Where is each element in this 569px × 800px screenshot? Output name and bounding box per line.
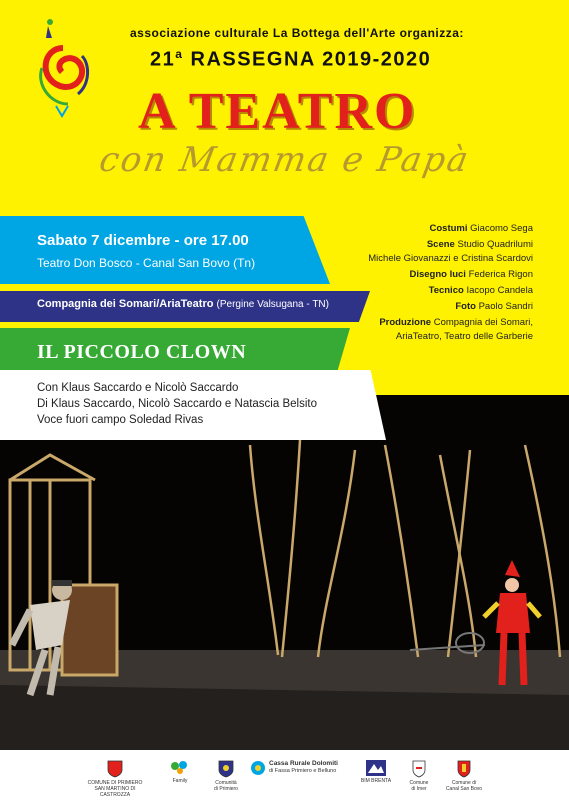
sponsor-logo: COMUNE DI PRIMIERO SAN MARTINO DI CASTROZZA [80, 760, 150, 798]
company-line [37, 298, 329, 310]
sponsor-logo: BIM BRENTA [356, 760, 396, 784]
company-name: Compagnia dei Somari/AriaTeatro [37, 298, 214, 310]
stage-photo [0, 395, 569, 750]
credit-row: Foto Paolo Sandri [455, 301, 533, 312]
bim-icon [366, 760, 386, 776]
sponsor-logo: Cassa Rurale Dolomiti di Fassa Primiero e Belluno [250, 760, 360, 776]
sponsor-logo: Comune di Canal San Bovo [444, 760, 484, 792]
bank-icon [250, 760, 266, 776]
sub-title: con Mamma e Papà [96, 140, 473, 180]
sponsor-logo: Comune di Imer [404, 760, 434, 792]
credit-row: AriaTeatro, Teatro delle Garberie [395, 331, 533, 342]
credits-block [303, 222, 533, 346]
organizer-line: associazione culturale La Bottega dell'Arte organizza: [130, 26, 464, 40]
sponsor-footer [0, 750, 569, 800]
cast-line: Con Klaus Saccardo e Nicolò Saccardo [37, 382, 239, 394]
credit-row: Tecnico Iacopo Candela [428, 285, 533, 296]
crest-icon [412, 760, 426, 778]
show-title: IL PICCOLO CLOWN [37, 341, 247, 363]
edition-number: 21 [150, 48, 176, 71]
family-icon [169, 760, 191, 776]
crest-icon [218, 760, 234, 778]
date-band [0, 216, 330, 284]
bottega-logo [28, 8, 98, 118]
sponsor-logo: Family [160, 760, 200, 784]
edition-suffix: a [175, 47, 184, 61]
event-date-time: Sabato 7 dicembre - ore 17.00 [37, 232, 249, 249]
crest-icon [107, 760, 123, 778]
credit-row: Costumi Giacomo Sega [429, 223, 533, 234]
company-place: (Pergine Valsugana - TN) [216, 299, 329, 310]
stage-photo-illustration [0, 395, 569, 750]
credit-row: Disegno luci Federica Rigon [409, 269, 533, 280]
credit-row: Michele Giovanazzi e Cristina Scardovi [368, 253, 533, 264]
edition-title [150, 47, 431, 72]
credit-row: Produzione Compagnia dei Somari, [379, 317, 533, 328]
crest-icon [457, 760, 471, 778]
cast-block [37, 380, 317, 428]
edition-rest: RASSEGNA 2019-2020 [183, 48, 432, 71]
credit-row: Scene Studio Quadrilumi [426, 239, 533, 250]
main-title: A TEATRO [138, 83, 417, 140]
cast-line: Di Klaus Saccardo, Nicolò Saccardo e Natascia Belsito [37, 398, 317, 410]
cast-line: Voce fuori campo Soledad Rivas [37, 414, 204, 426]
event-venue: Teatro Don Bosco - Canal San Bovo (Tn) [37, 256, 256, 270]
sponsor-logo: Comunità di Primiero [206, 760, 246, 792]
